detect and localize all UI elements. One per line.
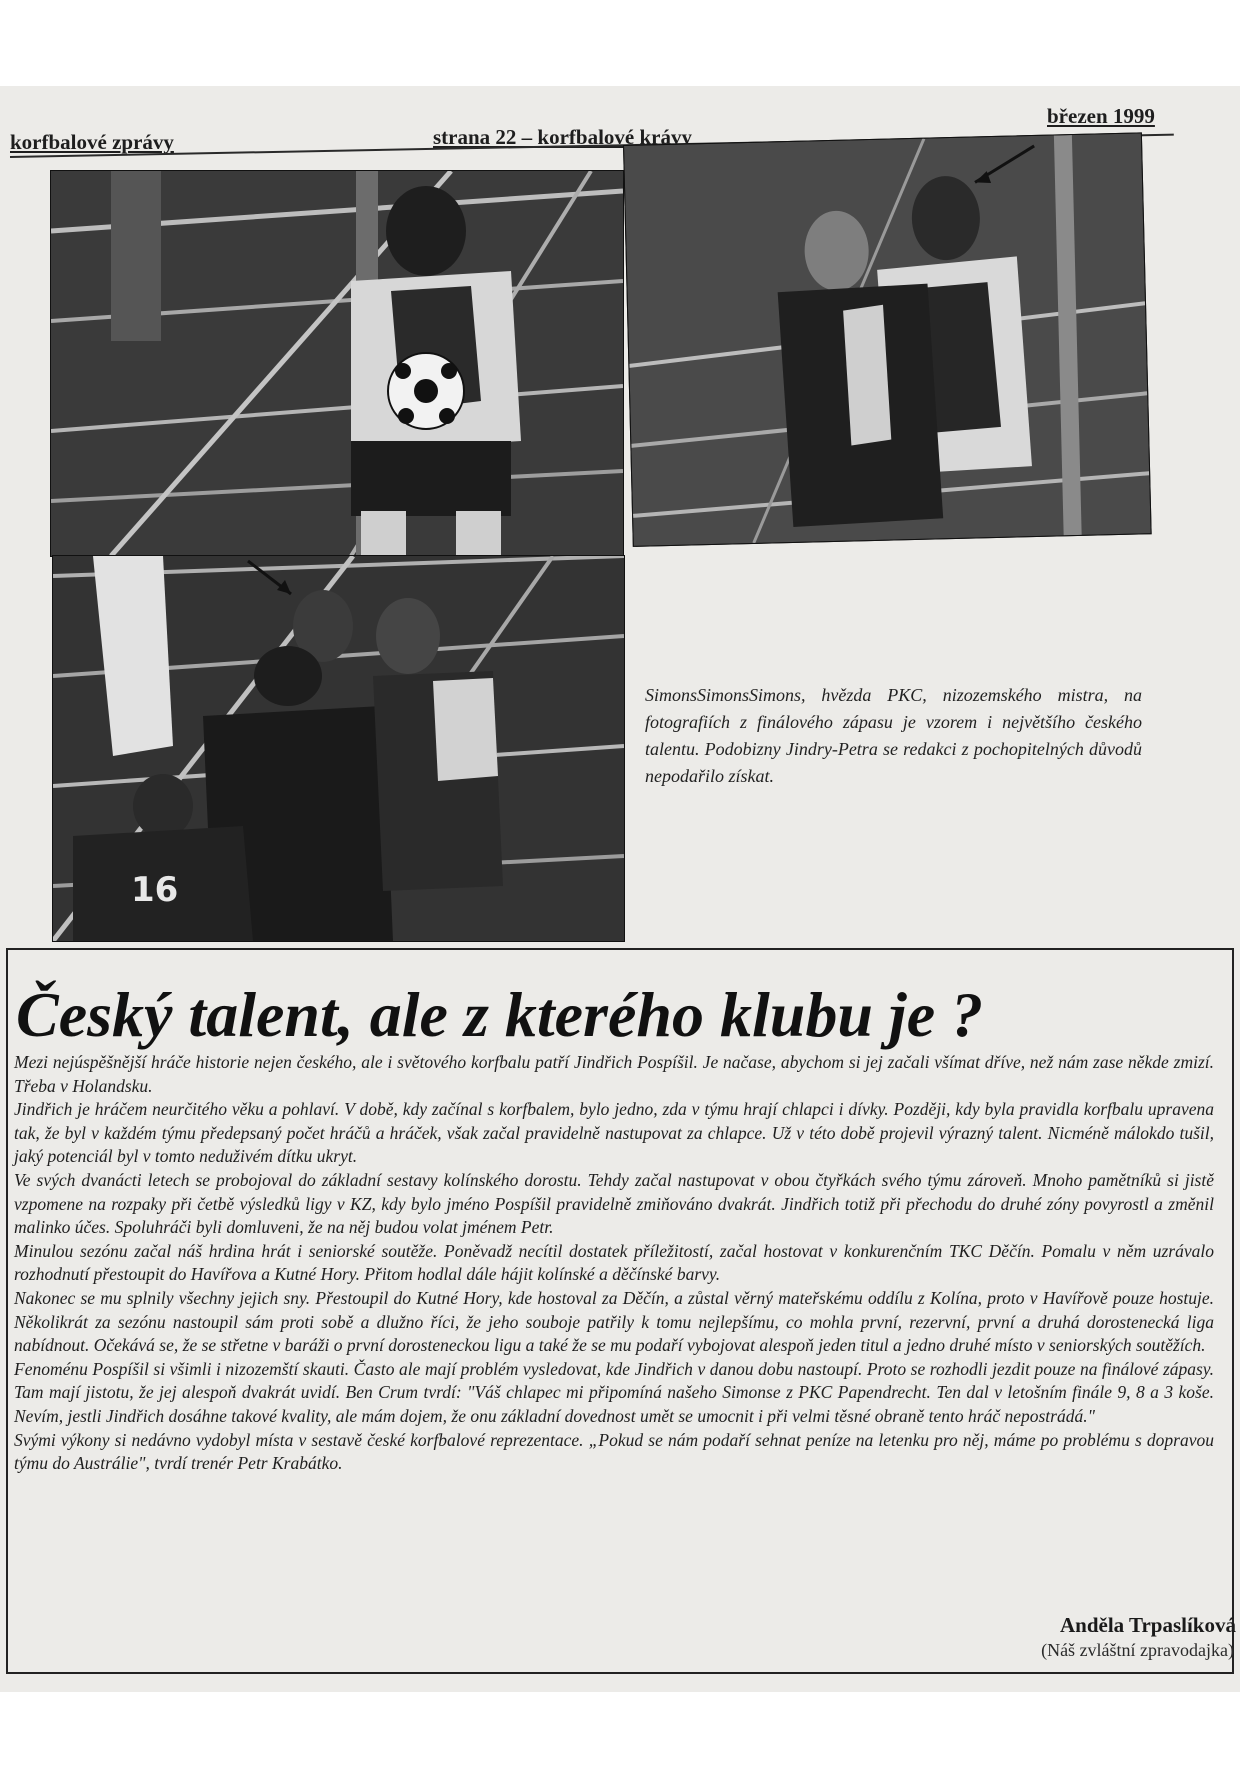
article-paragraph: Ve svých dvanácti letech se probojoval do základní sestavy kolínského dorostu. Tehdy začal nastupovat v obou čtyřkách svého týmu zároveň. Mnoho pamětníků si jistě vzpomene na rozpaky při četbě výsledků ligy v KZ, kdy bylo jméno Pospíšil pravidelně zmiňováno dvakrát. Jindřich totiž při přechodu do druhé zóny povyrostl a změnil malinko účes. Spoluhráči byli domluveni, že na něj budou volat jménem Petr. xyxy=(14,1169,1214,1238)
jersey-number: 16 xyxy=(131,870,179,910)
publication-name: korfbalové zprávy xyxy=(10,130,174,154)
photo-caption: SimonsSimonsSimons, hvězda PKC, nizozemského mistra, na fotografiích z finálového zápasu je vzorem i největšího českého talentu. Podobizny Jindry-Petra se redakci z pochopitelných důvodů nepodařilo získat. xyxy=(645,685,1142,786)
issue-date: březen 1999 xyxy=(1047,104,1155,128)
article-body xyxy=(14,1051,1214,1476)
article-author: Anděla Trpaslíková xyxy=(1059,1613,1236,1637)
article-paragraph: Minulou sezónu začal náš hrdina hrát i seniorské soutěže. Poněvadž necítil dostatek příležitostí, začal hostovat v konkurenčním TKC Děčín. Pomalu v něm uzrávalo rozhodnutí přestoupit do Havířova a Kutné Hory. Přitom hodlal dále hájit kolínské a děčínské barvy. xyxy=(14,1240,1214,1285)
photo-group-of-players xyxy=(52,555,625,942)
page-number-header: strana 22 – korfbalové krávy xyxy=(433,125,692,149)
article-paragraph: Nakonec se mu splnily všechny jejich sny. Přestoupil do Kutné Hory, kde hostoval za Děčín, a zůstal věrný mateřskému oddílu z Kolína, proto v Havířově pouze hostuje. Několikrát za sezónu nastoupil sám proti sobě a dlužno říci, že jeho souboje patřily k tomu nejlepšímu, co mohla první, rezervní, první a druhá dorostenecká liga nabídnout. Očekává se, že se střetne v baráži o první dorosteneckou ligu a také že se mu podaří vybojovat alespoň jeden titul a jedno druhé místo v seniorských soutěžích. xyxy=(14,1287,1214,1356)
author-role: (Náš zvláštní zpravodajka) xyxy=(1041,1640,1234,1660)
article-paragraph: Svými výkony si nedávno vydobyl místa v sestavě české korfbalové reprezentace. „Pokud se nám podaří sehnat peníze na letenku pro něj, máme po problému s dopravou týmu do Austrálie", tvrdí trenér Petr Krabátko. xyxy=(14,1429,1214,1474)
article-paragraph: Fenoménu Pospíšil si všimli i nizozemští skauti. Často ale mají problém vysledovat, kde Jindřich v danou dobu nastoupí. Proto se rozhodli jezdit pouze na finálové zápasy. Tam mají jistotu, že jej alespoň dvakrát uvidí. Ben Crum tvrdí: "Váš chlapec mi připomíná našeho Simonse z PKC Papendrecht. Ten dal v letošním finále 9, 8 a 3 koše. Nevím, jestli Jindřich dosáhne takové kvality, ale mám dojem, že onu základní dovednost umět se umocnit i při velmi těsné obraně tento hráč nepostrádá." xyxy=(14,1358,1214,1426)
photo-two-players xyxy=(623,132,1152,547)
article-paragraph: Jindřich je hráčem neurčitého věku a pohlaví. V době, kdy začínal s korfbalem, bylo jedno, zda v týmu hrají chlapci i dívky. Později, kdy byla pravidla korfbalu upravena tak, že byl v každém týmu předepsaný počet hráčů a hráček, však začal pravidelně nastupovat za chlapce. Už v této době projevil výrazný talent. Nicméně málokdo tušil, jaký potenciál byl v tomto neduživém dítku ukryt. xyxy=(14,1099,1214,1167)
article-headline: Český talent, ale z kterého klubu je ? xyxy=(16,979,984,1050)
photo-player-with-ball xyxy=(50,170,624,557)
article-paragraph: Mezi nejúspěšnější hráče historie nejen českého, ale i světového korfbalu patří Jindřich Pospíšil. Je načase, abychom si jej začali všímat dříve, než nám zase někde zmizí. Třeba v Holandsku. xyxy=(14,1052,1214,1096)
